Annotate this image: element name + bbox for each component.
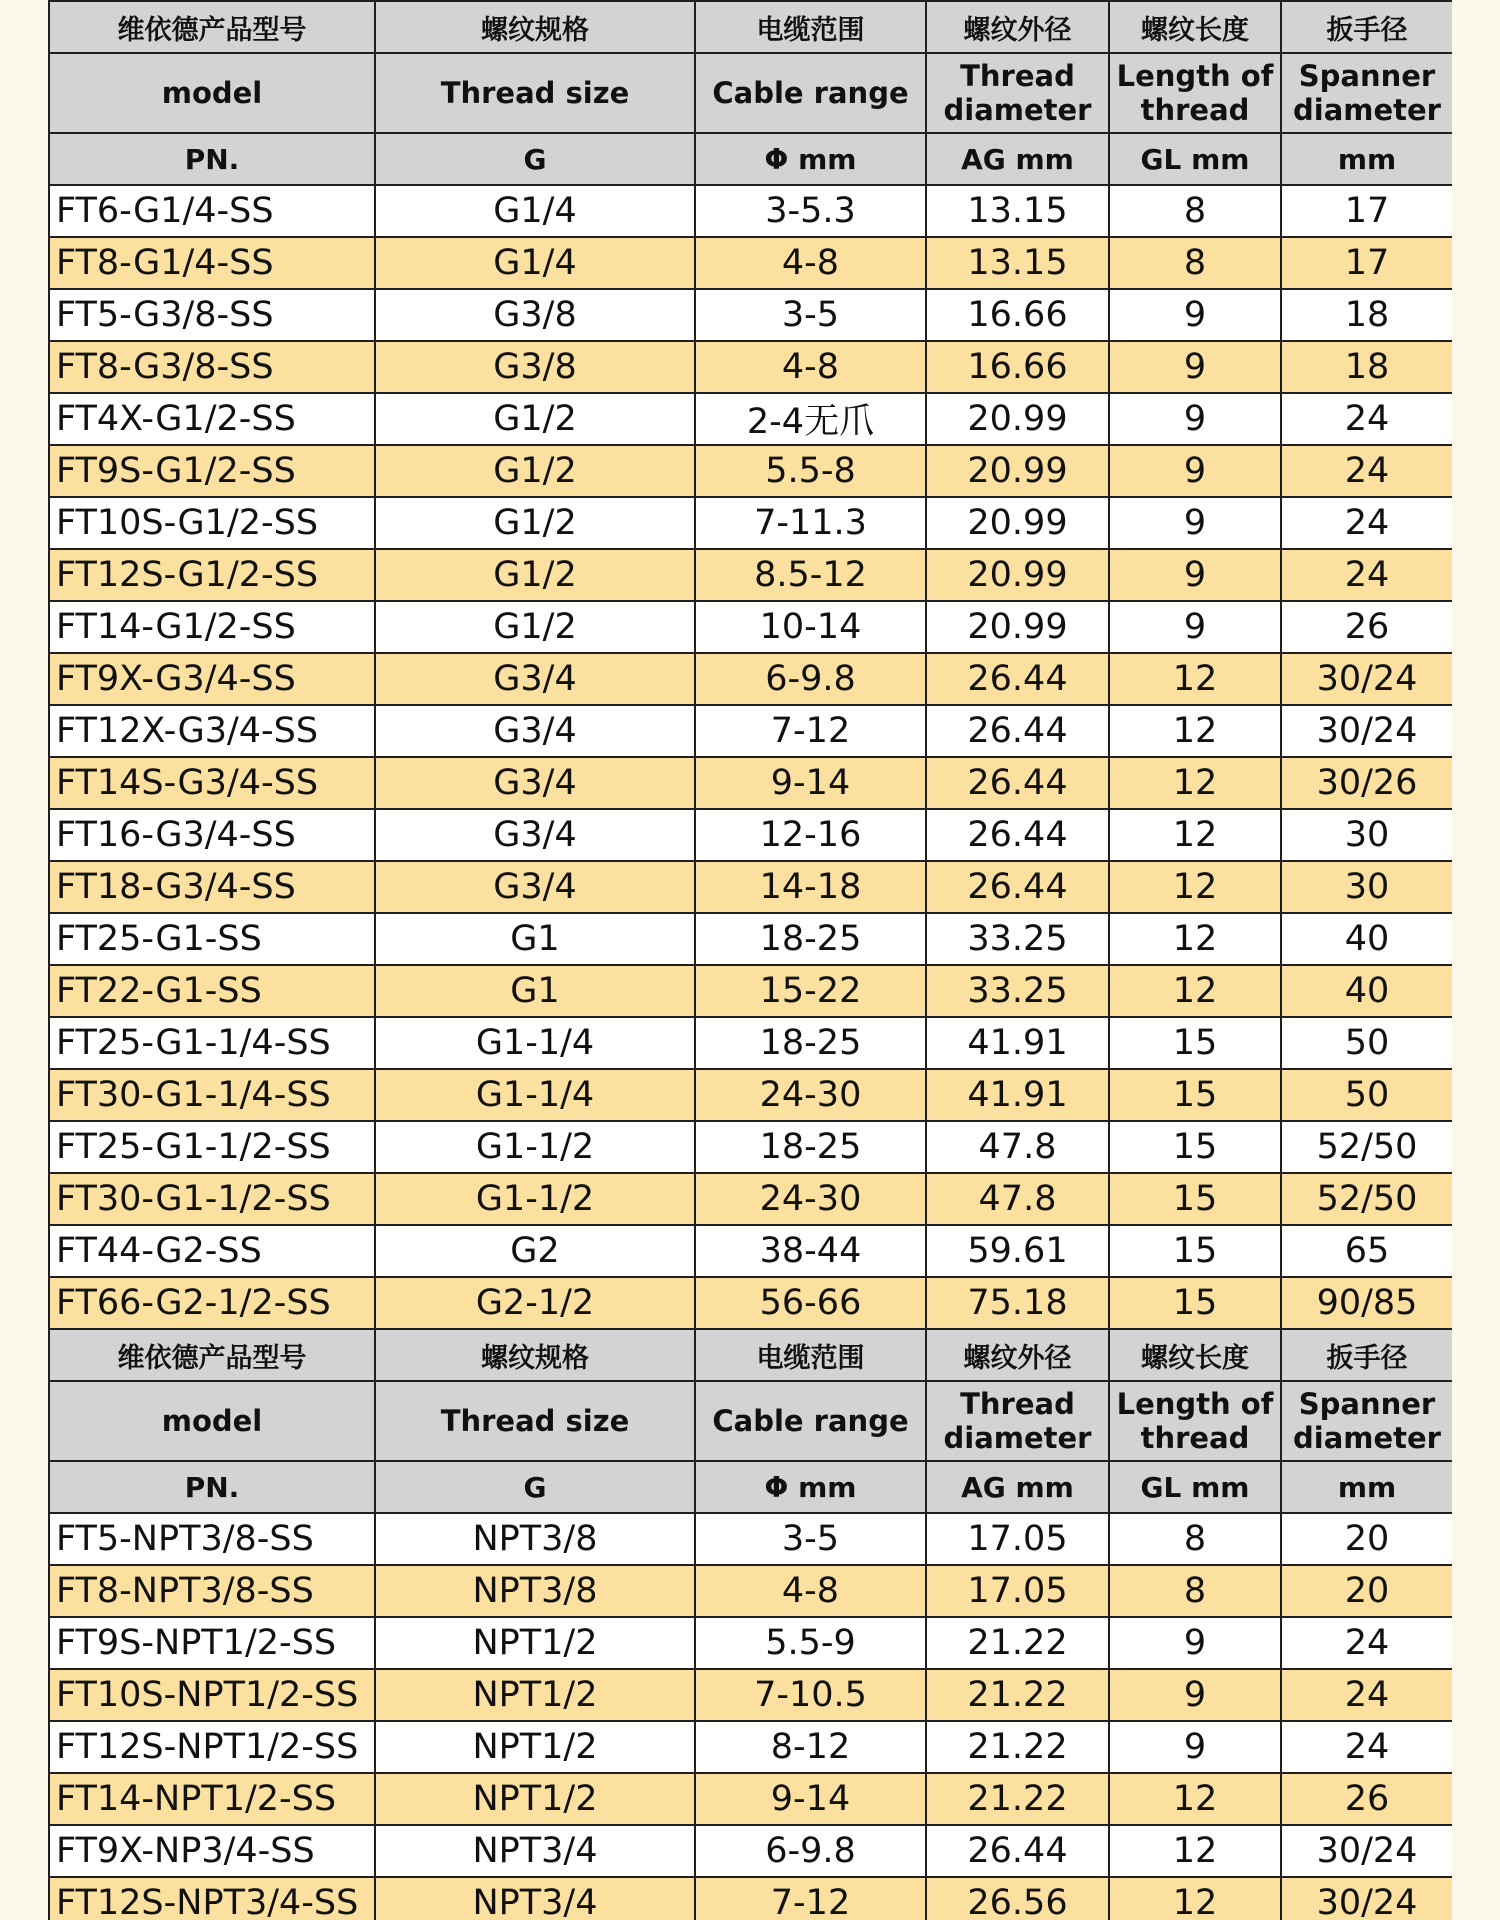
cell-thread-length: 9 xyxy=(1109,341,1281,393)
table-row xyxy=(49,445,1452,497)
cell-thread-size: G3/4 xyxy=(375,809,695,861)
header-cell-thread-diameter: Thread diameter xyxy=(926,1381,1109,1461)
cell-thread-length: 9 xyxy=(1109,1721,1281,1773)
cell-spanner-diameter: 17 xyxy=(1281,237,1452,289)
cell-thread-diameter: 26.56 xyxy=(926,1877,1109,1920)
cell-thread-diameter: 13.15 xyxy=(926,185,1109,237)
cell-model: FT30-G1-1/4-SS xyxy=(49,1069,375,1121)
cell-spanner-diameter: 20 xyxy=(1281,1565,1452,1617)
table-row xyxy=(49,185,1452,237)
table-row xyxy=(49,861,1452,913)
cell-thread-diameter: 47.8 xyxy=(926,1121,1109,1173)
cell-thread-size: G2-1/2 xyxy=(375,1277,695,1329)
cell-model: FT18-G3/4-SS xyxy=(49,861,375,913)
cell-model: FT9S-NPT1/2-SS xyxy=(49,1617,375,1669)
header-cell-thread-diameter: AG mm xyxy=(926,133,1109,185)
header-cell-thread-diameter: 螺纹外径 xyxy=(926,1329,1109,1381)
cell-model: FT8-NPT3/8-SS xyxy=(49,1565,375,1617)
cell-thread-diameter: 20.99 xyxy=(926,601,1109,653)
cell-thread-size: G1-1/2 xyxy=(375,1173,695,1225)
cell-cable-range: 24-30 xyxy=(695,1173,926,1225)
cell-cable-range: 7-12 xyxy=(695,705,926,757)
cell-thread-length: 12 xyxy=(1109,757,1281,809)
header-row-cn xyxy=(49,1,1452,53)
cell-thread-diameter: 26.44 xyxy=(926,653,1109,705)
header-cell-model: model xyxy=(49,53,375,133)
header-cell-thread-size: G xyxy=(375,1461,695,1513)
cell-thread-length: 15 xyxy=(1109,1277,1281,1329)
cell-thread-size: G1-1/4 xyxy=(375,1017,695,1069)
cell-thread-diameter: 21.22 xyxy=(926,1669,1109,1721)
cell-spanner-diameter: 24 xyxy=(1281,549,1452,601)
table-row xyxy=(49,341,1452,393)
cell-thread-diameter: 26.44 xyxy=(926,705,1109,757)
cell-thread-diameter: 20.99 xyxy=(926,549,1109,601)
header-row-cn xyxy=(49,1329,1452,1381)
cell-spanner-diameter: 24 xyxy=(1281,393,1452,445)
cell-cable-range: 15-22 xyxy=(695,965,926,1017)
cell-thread-diameter: 20.99 xyxy=(926,497,1109,549)
cell-thread-length: 15 xyxy=(1109,1121,1281,1173)
cell-thread-diameter: 20.99 xyxy=(926,445,1109,497)
header-row-en xyxy=(49,53,1452,133)
table-row xyxy=(49,1773,1452,1825)
cell-cable-range: 8-12 xyxy=(695,1721,926,1773)
cell-spanner-diameter: 26 xyxy=(1281,601,1452,653)
cell-thread-size: NPT1/2 xyxy=(375,1617,695,1669)
header-cell-thread-length: GL mm xyxy=(1109,1461,1281,1513)
cell-thread-length: 9 xyxy=(1109,1617,1281,1669)
cell-thread-size: NPT3/8 xyxy=(375,1565,695,1617)
header-cell-thread-length: Length of thread xyxy=(1109,1381,1281,1461)
cell-model: FT10S-G1/2-SS xyxy=(49,497,375,549)
cell-cable-range: 7-12 xyxy=(695,1877,926,1920)
cell-spanner-diameter: 30 xyxy=(1281,861,1452,913)
table-row xyxy=(49,757,1452,809)
table-row xyxy=(49,601,1452,653)
cell-thread-size: G3/4 xyxy=(375,705,695,757)
header-cell-cable-range: 电缆范围 xyxy=(695,1,926,53)
cell-spanner-diameter: 30/24 xyxy=(1281,653,1452,705)
cell-thread-size: NPT1/2 xyxy=(375,1669,695,1721)
cell-thread-diameter: 41.91 xyxy=(926,1017,1109,1069)
cell-cable-range: 9-14 xyxy=(695,1773,926,1825)
cell-thread-size: G1/4 xyxy=(375,237,695,289)
cell-spanner-diameter: 24 xyxy=(1281,1617,1452,1669)
table-row xyxy=(49,653,1452,705)
cell-thread-length: 12 xyxy=(1109,1825,1281,1877)
table-row xyxy=(49,705,1452,757)
cell-model: FT9S-G1/2-SS xyxy=(49,445,375,497)
cell-model: FT30-G1-1/2-SS xyxy=(49,1173,375,1225)
cell-cable-range: 4-8 xyxy=(695,341,926,393)
header-cell-thread-length: 螺纹长度 xyxy=(1109,1329,1281,1381)
cell-cable-range: 18-25 xyxy=(695,913,926,965)
cell-cable-range: 24-30 xyxy=(695,1069,926,1121)
header-cell-thread-length: GL mm xyxy=(1109,133,1281,185)
cell-thread-length: 15 xyxy=(1109,1225,1281,1277)
cell-model: FT14-G1/2-SS xyxy=(49,601,375,653)
cell-thread-size: NPT3/4 xyxy=(375,1825,695,1877)
cell-cable-range: 14-18 xyxy=(695,861,926,913)
cell-model: FT22-G1-SS xyxy=(49,965,375,1017)
cell-model: FT5-G3/8-SS xyxy=(49,289,375,341)
cell-spanner-diameter: 30 xyxy=(1281,809,1452,861)
table-row xyxy=(49,1721,1452,1773)
table-row xyxy=(49,913,1452,965)
cell-thread-diameter: 26.44 xyxy=(926,861,1109,913)
cell-model: FT12S-NPT3/4-SS xyxy=(49,1877,375,1920)
cell-thread-diameter: 33.25 xyxy=(926,965,1109,1017)
table-row xyxy=(49,1669,1452,1721)
table-row xyxy=(49,1513,1452,1565)
cell-thread-length: 12 xyxy=(1109,1877,1281,1920)
cell-thread-length: 8 xyxy=(1109,237,1281,289)
cell-cable-range: 10-14 xyxy=(695,601,926,653)
header-cell-model: model xyxy=(49,1381,375,1461)
cell-thread-length: 9 xyxy=(1109,393,1281,445)
cell-model: FT12S-NPT1/2-SS xyxy=(49,1721,375,1773)
cell-cable-range: 4-8 xyxy=(695,1565,926,1617)
table-row xyxy=(49,1173,1452,1225)
cell-model: FT8-G3/8-SS xyxy=(49,341,375,393)
cell-cable-range: 2-4无爪 xyxy=(695,393,926,445)
header-cell-spanner-diameter: 扳手径 xyxy=(1281,1,1452,53)
cell-thread-diameter: 21.22 xyxy=(926,1773,1109,1825)
cell-cable-range: 18-25 xyxy=(695,1121,926,1173)
cell-cable-range: 3-5 xyxy=(695,1513,926,1565)
cell-spanner-diameter: 17 xyxy=(1281,185,1452,237)
cell-thread-size: NPT3/4 xyxy=(375,1877,695,1920)
cell-thread-size: G1 xyxy=(375,913,695,965)
cell-spanner-diameter: 50 xyxy=(1281,1069,1452,1121)
cell-thread-diameter: 16.66 xyxy=(926,289,1109,341)
header-cell-thread-size: 螺纹规格 xyxy=(375,1,695,53)
header-cell-thread-size: 螺纹规格 xyxy=(375,1329,695,1381)
header-cell-thread-size: Thread size xyxy=(375,1381,695,1461)
table-row xyxy=(49,1565,1452,1617)
table-row xyxy=(49,1225,1452,1277)
cell-thread-diameter: 26.44 xyxy=(926,1825,1109,1877)
cell-cable-range: 18-25 xyxy=(695,1017,926,1069)
table-row xyxy=(49,1877,1452,1920)
cell-thread-size: G3/8 xyxy=(375,341,695,393)
table-row xyxy=(49,1617,1452,1669)
cell-spanner-diameter: 18 xyxy=(1281,289,1452,341)
cell-thread-length: 12 xyxy=(1109,965,1281,1017)
cell-thread-length: 15 xyxy=(1109,1173,1281,1225)
cell-thread-diameter: 21.22 xyxy=(926,1721,1109,1773)
cell-thread-length: 9 xyxy=(1109,445,1281,497)
cell-thread-size: G3/8 xyxy=(375,289,695,341)
cell-thread-length: 12 xyxy=(1109,913,1281,965)
cell-thread-size: NPT1/2 xyxy=(375,1721,695,1773)
cell-model: FT14-NPT1/2-SS xyxy=(49,1773,375,1825)
cell-spanner-diameter: 50 xyxy=(1281,1017,1452,1069)
header-cell-thread-size: Thread size xyxy=(375,53,695,133)
table-row xyxy=(49,1825,1452,1877)
cell-thread-size: G3/4 xyxy=(375,653,695,705)
cell-cable-range: 5.5-9 xyxy=(695,1617,926,1669)
cell-thread-size: G1/2 xyxy=(375,393,695,445)
cell-spanner-diameter: 30/24 xyxy=(1281,1877,1452,1920)
cell-thread-length: 9 xyxy=(1109,1669,1281,1721)
cell-thread-length: 12 xyxy=(1109,809,1281,861)
table-row xyxy=(49,1277,1452,1329)
cell-thread-size: G3/4 xyxy=(375,861,695,913)
cell-thread-size: G1/2 xyxy=(375,445,695,497)
table-row xyxy=(49,237,1452,289)
cell-thread-length: 8 xyxy=(1109,1565,1281,1617)
cell-cable-range: 4-8 xyxy=(695,237,926,289)
cell-spanner-diameter: 40 xyxy=(1281,913,1452,965)
header-cell-spanner-diameter: 扳手径 xyxy=(1281,1329,1452,1381)
cell-thread-diameter: 16.66 xyxy=(926,341,1109,393)
cell-thread-length: 12 xyxy=(1109,1773,1281,1825)
cell-thread-length: 9 xyxy=(1109,549,1281,601)
cell-model: FT12X-G3/4-SS xyxy=(49,705,375,757)
cell-thread-size: G2 xyxy=(375,1225,695,1277)
cell-model: FT14S-G3/4-SS xyxy=(49,757,375,809)
header-cell-cable-range: Cable range xyxy=(695,53,926,133)
cell-thread-length: 12 xyxy=(1109,861,1281,913)
header-cell-thread-size: G xyxy=(375,133,695,185)
cell-model: FT6-G1/4-SS xyxy=(49,185,375,237)
cell-cable-range: 38-44 xyxy=(695,1225,926,1277)
cell-thread-diameter: 47.8 xyxy=(926,1173,1109,1225)
cell-thread-diameter: 13.15 xyxy=(926,237,1109,289)
cell-thread-length: 15 xyxy=(1109,1017,1281,1069)
cell-cable-range: 3-5.3 xyxy=(695,185,926,237)
table-row xyxy=(49,393,1452,445)
cell-cable-range: 6-9.8 xyxy=(695,653,926,705)
cell-thread-diameter: 17.05 xyxy=(926,1565,1109,1617)
header-cell-cable-range: Φ mm xyxy=(695,1461,926,1513)
cell-model: FT5-NPT3/8-SS xyxy=(49,1513,375,1565)
cell-spanner-diameter: 24 xyxy=(1281,497,1452,549)
cell-thread-length: 9 xyxy=(1109,497,1281,549)
cell-thread-length: 15 xyxy=(1109,1069,1281,1121)
header-row-units xyxy=(49,1461,1452,1513)
cell-thread-length: 12 xyxy=(1109,653,1281,705)
cell-thread-length: 8 xyxy=(1109,185,1281,237)
table-row xyxy=(49,1121,1452,1173)
cell-spanner-diameter: 24 xyxy=(1281,445,1452,497)
cell-thread-size: G1-1/2 xyxy=(375,1121,695,1173)
header-cell-thread-length: 螺纹长度 xyxy=(1109,1,1281,53)
cell-spanner-diameter: 52/50 xyxy=(1281,1173,1452,1225)
cell-thread-size: G1-1/4 xyxy=(375,1069,695,1121)
cell-model: FT9X-G3/4-SS xyxy=(49,653,375,705)
cell-cable-range: 9-14 xyxy=(695,757,926,809)
cell-thread-diameter: 20.99 xyxy=(926,393,1109,445)
cell-thread-diameter: 33.25 xyxy=(926,913,1109,965)
cell-model: FT25-G1-1/2-SS xyxy=(49,1121,375,1173)
cell-cable-range: 8.5-12 xyxy=(695,549,926,601)
cable-gland-spec-table xyxy=(48,0,1452,1920)
cell-spanner-diameter: 26 xyxy=(1281,1773,1452,1825)
cell-spanner-diameter: 20 xyxy=(1281,1513,1452,1565)
cell-thread-diameter: 41.91 xyxy=(926,1069,1109,1121)
cell-spanner-diameter: 24 xyxy=(1281,1721,1452,1773)
spec-sheet xyxy=(48,0,1452,1920)
cell-thread-size: G1/2 xyxy=(375,601,695,653)
cell-model: FT12S-G1/2-SS xyxy=(49,549,375,601)
cell-model: FT66-G2-1/2-SS xyxy=(49,1277,375,1329)
header-cell-model: PN. xyxy=(49,133,375,185)
table-row xyxy=(49,549,1452,601)
cell-thread-diameter: 26.44 xyxy=(926,809,1109,861)
cell-thread-length: 8 xyxy=(1109,1513,1281,1565)
cell-cable-range: 5.5-8 xyxy=(695,445,926,497)
header-cell-thread-diameter: 螺纹外径 xyxy=(926,1,1109,53)
cell-model: FT4X-G1/2-SS xyxy=(49,393,375,445)
cell-model: FT44-G2-SS xyxy=(49,1225,375,1277)
cell-model: FT16-G3/4-SS xyxy=(49,809,375,861)
cell-model: FT9X-NP3/4-SS xyxy=(49,1825,375,1877)
cell-cable-range: 6-9.8 xyxy=(695,1825,926,1877)
header-cell-spanner-diameter: mm xyxy=(1281,133,1452,185)
header-cell-spanner-diameter: Spanner diameter xyxy=(1281,1381,1452,1461)
table-row xyxy=(49,809,1452,861)
cell-spanner-diameter: 30/26 xyxy=(1281,757,1452,809)
cell-thread-size: G1/2 xyxy=(375,549,695,601)
header-cell-model: 维依德产品型号 xyxy=(49,1,375,53)
cell-thread-diameter: 21.22 xyxy=(926,1617,1109,1669)
cell-spanner-diameter: 65 xyxy=(1281,1225,1452,1277)
header-cell-cable-range: Cable range xyxy=(695,1381,926,1461)
cell-spanner-diameter: 30/24 xyxy=(1281,705,1452,757)
cell-spanner-diameter: 30/24 xyxy=(1281,1825,1452,1877)
cell-cable-range: 56-66 xyxy=(695,1277,926,1329)
cell-cable-range: 7-11.3 xyxy=(695,497,926,549)
cell-spanner-diameter: 52/50 xyxy=(1281,1121,1452,1173)
header-row-units xyxy=(49,133,1452,185)
header-cell-thread-length: Length of thread xyxy=(1109,53,1281,133)
header-cell-thread-diameter: Thread diameter xyxy=(926,53,1109,133)
cell-thread-diameter: 59.61 xyxy=(926,1225,1109,1277)
cell-thread-size: NPT3/8 xyxy=(375,1513,695,1565)
header-cell-cable-range: Φ mm xyxy=(695,133,926,185)
cell-thread-diameter: 75.18 xyxy=(926,1277,1109,1329)
header-cell-model: 维依德产品型号 xyxy=(49,1329,375,1381)
cell-thread-size: G1 xyxy=(375,965,695,1017)
cell-model: FT25-G1-SS xyxy=(49,913,375,965)
cell-cable-range: 12-16 xyxy=(695,809,926,861)
cell-thread-length: 9 xyxy=(1109,289,1281,341)
header-cell-spanner-diameter: Spanner diameter xyxy=(1281,53,1452,133)
table-row xyxy=(49,965,1452,1017)
cell-thread-size: G3/4 xyxy=(375,757,695,809)
cell-thread-size: NPT1/2 xyxy=(375,1773,695,1825)
table-row xyxy=(49,497,1452,549)
cell-model: FT10S-NPT1/2-SS xyxy=(49,1669,375,1721)
cell-thread-diameter: 26.44 xyxy=(926,757,1109,809)
table-row xyxy=(49,1017,1452,1069)
cell-spanner-diameter: 24 xyxy=(1281,1669,1452,1721)
cell-thread-length: 12 xyxy=(1109,705,1281,757)
cell-spanner-diameter: 40 xyxy=(1281,965,1452,1017)
cell-thread-size: G1/4 xyxy=(375,185,695,237)
header-cell-thread-diameter: AG mm xyxy=(926,1461,1109,1513)
table-row xyxy=(49,1069,1452,1121)
cell-model: FT25-G1-1/4-SS xyxy=(49,1017,375,1069)
header-cell-cable-range: 电缆范围 xyxy=(695,1329,926,1381)
cell-cable-range: 7-10.5 xyxy=(695,1669,926,1721)
cell-spanner-diameter: 90/85 xyxy=(1281,1277,1452,1329)
cell-cable-range: 3-5 xyxy=(695,289,926,341)
cell-thread-size: G1/2 xyxy=(375,497,695,549)
table-row xyxy=(49,289,1452,341)
cell-spanner-diameter: 18 xyxy=(1281,341,1452,393)
cell-thread-length: 9 xyxy=(1109,601,1281,653)
header-row-en xyxy=(49,1381,1452,1461)
cell-thread-diameter: 17.05 xyxy=(926,1513,1109,1565)
header-cell-model: PN. xyxy=(49,1461,375,1513)
cell-model: FT8-G1/4-SS xyxy=(49,237,375,289)
header-cell-spanner-diameter: mm xyxy=(1281,1461,1452,1513)
